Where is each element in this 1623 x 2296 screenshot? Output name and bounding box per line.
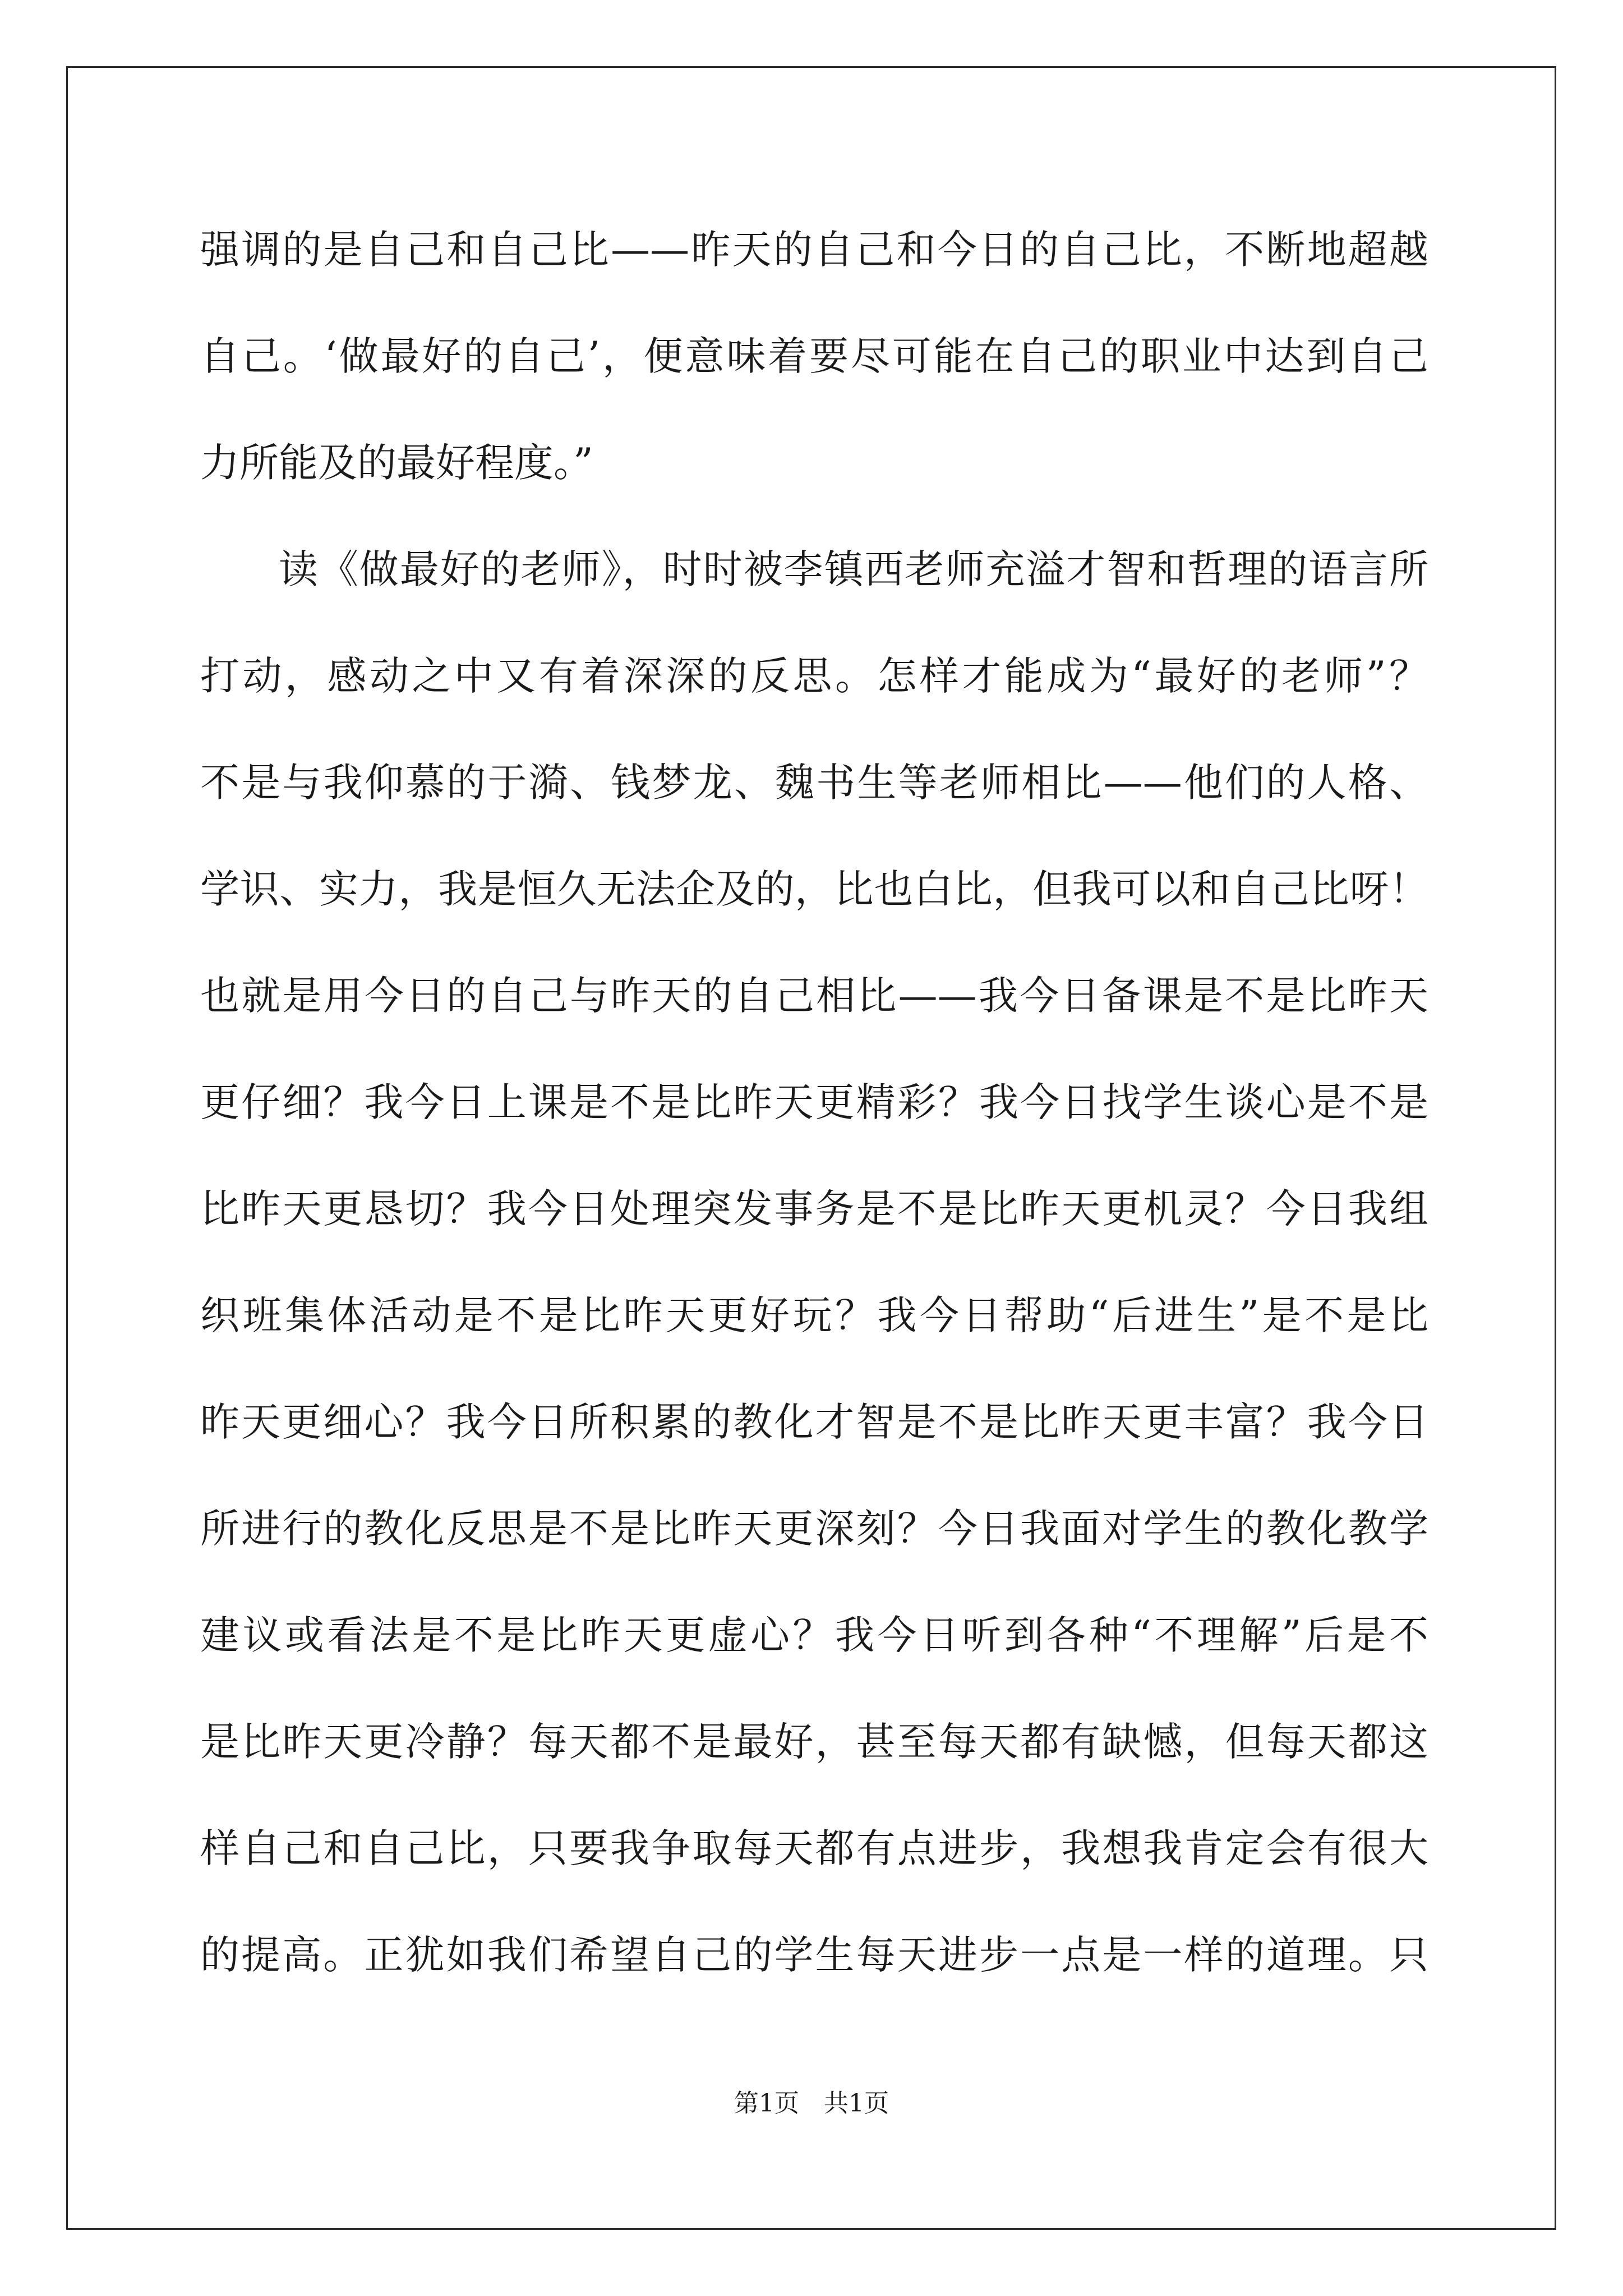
- text-line: 自己。‘做最好的自己’，便意味着要尽可能在自己的职业中达到自己: [200, 333, 1428, 379]
- page-footer: 第1页 共1页: [734, 2089, 889, 2118]
- text-line: 织班集体活动是不是比昨天更好玩？我今日帮助“后进生”是不是比: [200, 1292, 1428, 1338]
- text-line: 力所能及的最好程度。”: [200, 440, 593, 486]
- text-line: 建议或看法是不是比昨天更虚心？我今日听到各种“不理解”后是不: [200, 1612, 1428, 1658]
- text-line: 强调的是自己和自己比——昨天的自己和今日的自己比，不断地超越: [200, 227, 1428, 273]
- text-line: 学识、实力，我是恒久无法企及的，比也白比，但我可以和自己比呀！: [200, 866, 1428, 912]
- text-line: 样自己和自己比，只要我争取每天都有点进步，我想我肯定会有很大: [200, 1825, 1428, 1871]
- body-text: [200, 210, 1428, 2022]
- text-line: 所进行的教化反思是不是比昨天更深刻？今日我面对学生的教化教学: [200, 1506, 1428, 1552]
- text-line: 的提高。正犹如我们希望自己的学生每天进步一点是一样的道理。只: [200, 1932, 1428, 1978]
- text-line: 不是与我仰慕的于漪、钱梦龙、魏书生等老师相比——他们的人格、: [200, 760, 1428, 806]
- text-line: 打动，感动之中又有着深深的反思。怎样才能成为“最好的老师”？: [200, 653, 1428, 699]
- text-line: 是比昨天更冷静？每天都不是最好，甚至每天都有缺憾，但每天都这: [200, 1719, 1428, 1765]
- text-line: 昨天更细心？我今日所积累的教化才智是不是比昨天更丰富？我今日: [200, 1399, 1428, 1445]
- text-line: 比昨天更恳切？我今日处理突发事务是不是比昨天更机灵？今日我组: [200, 1186, 1428, 1232]
- text-line: 也就是用今日的自己与昨天的自己相比——我今日备课是不是比昨天: [200, 973, 1428, 1019]
- paragraph-first-line: 读《做最好的老师》，时时被李镇西老师充溢才智和哲理的语言所: [279, 546, 1428, 592]
- text-line: 更仔细？我今日上课是不是比昨天更精彩？我今日找学生谈心是不是: [200, 1079, 1428, 1125]
